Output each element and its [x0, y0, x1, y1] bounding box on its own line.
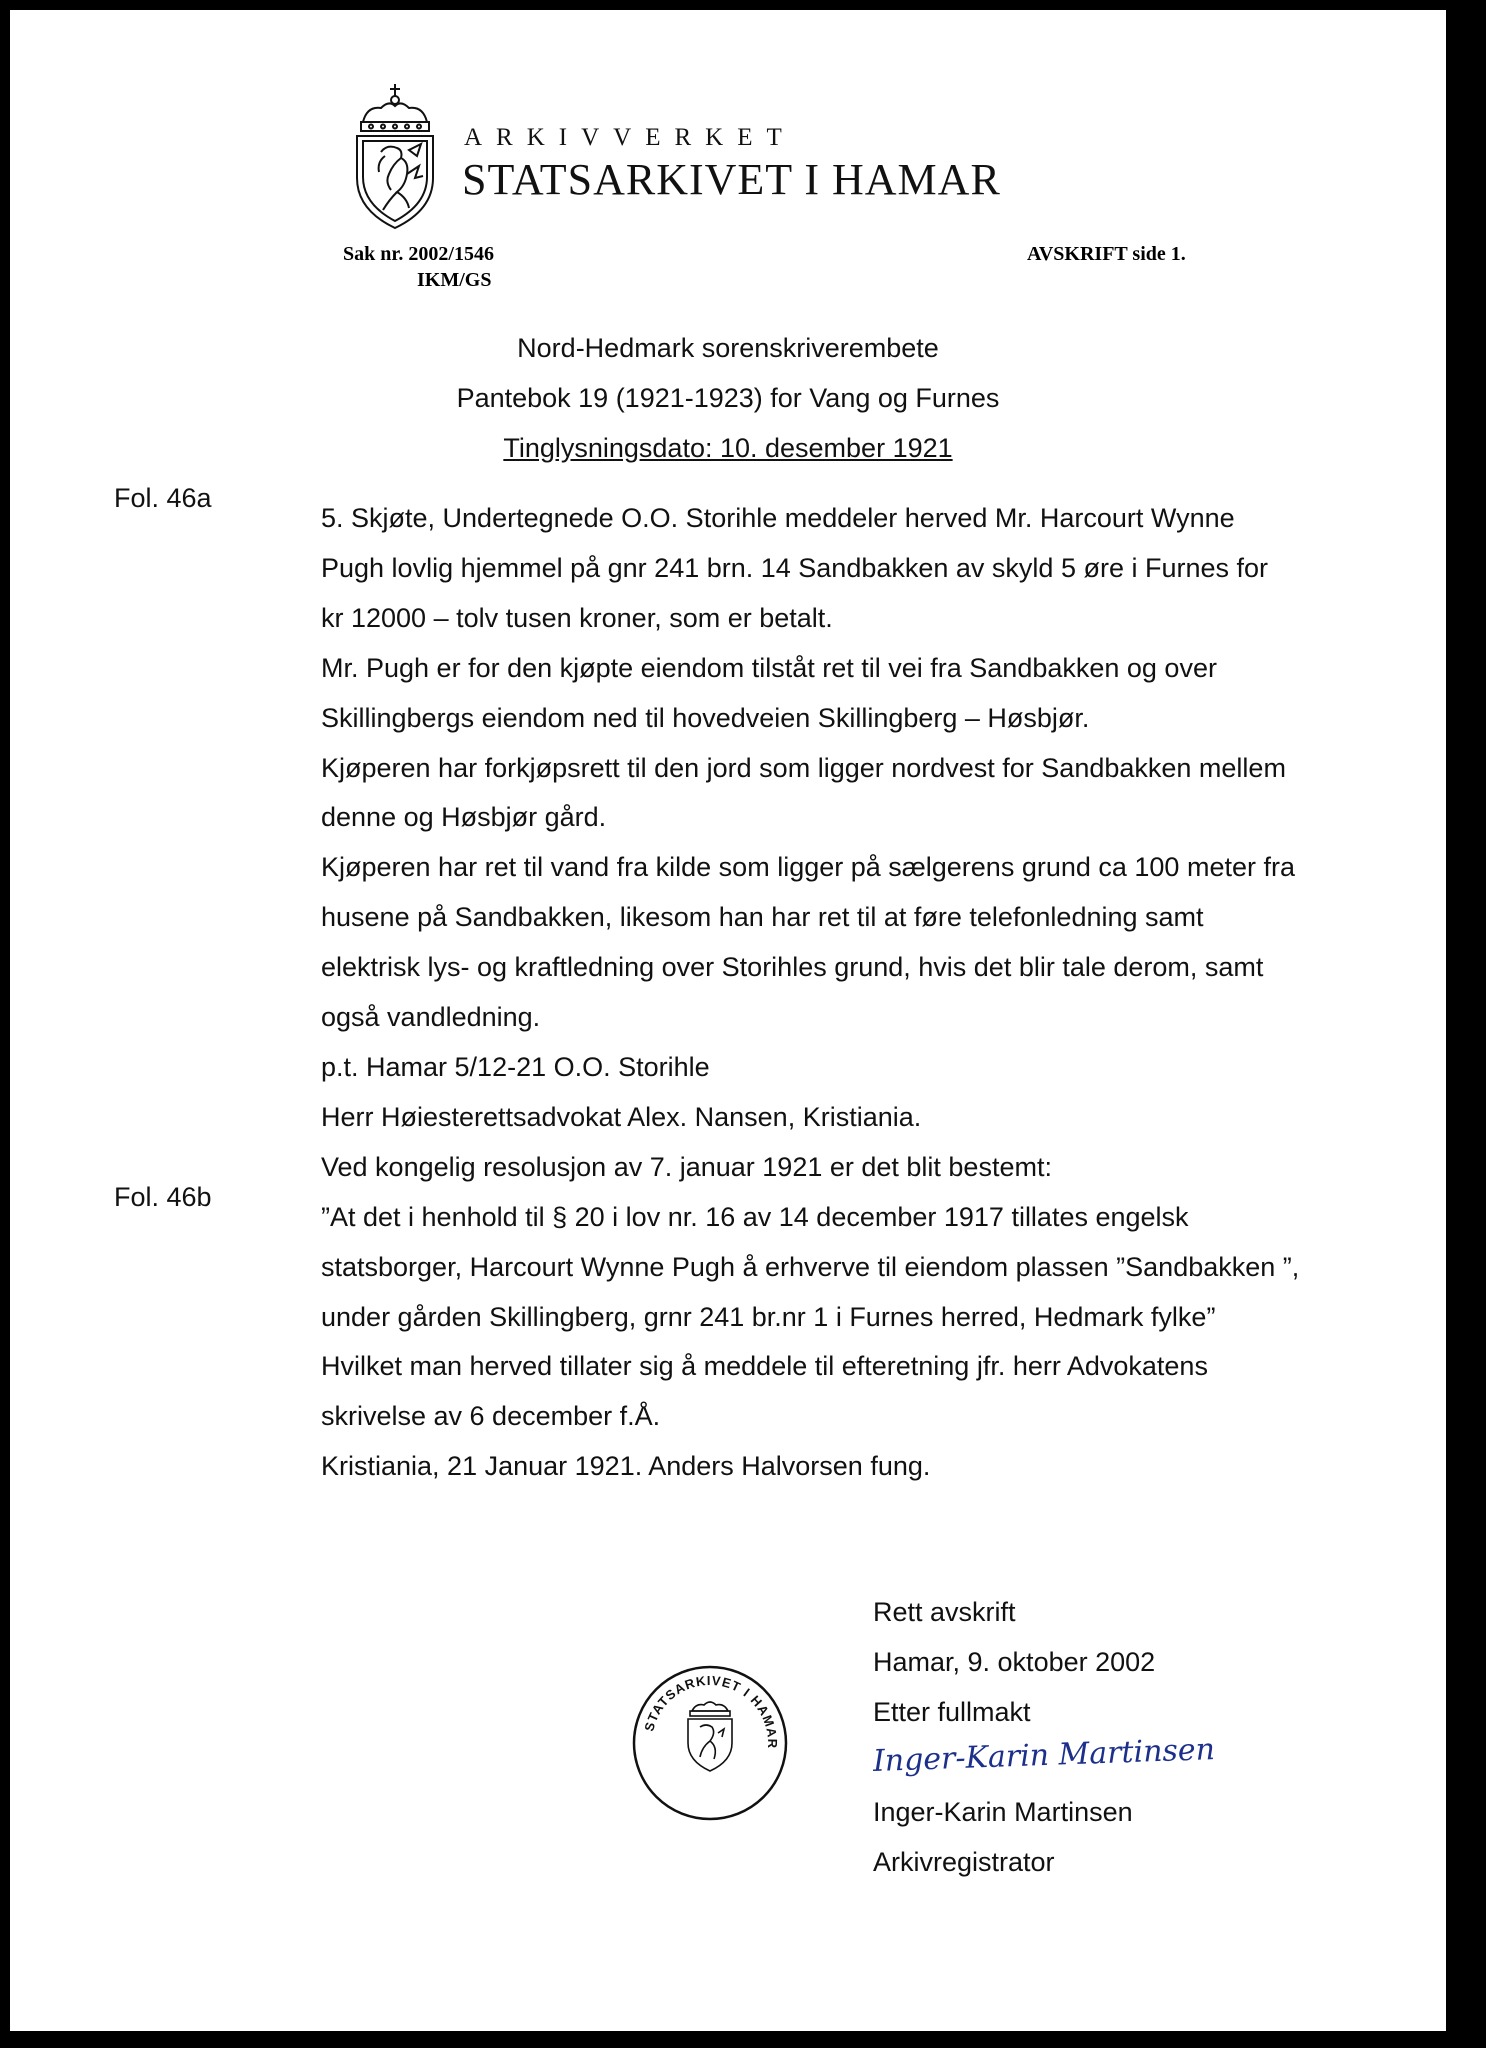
stamp-text: STATSARKIVET I HAMAR: [641, 1672, 781, 1750]
folio-46a-label: Fol. 46a: [114, 483, 212, 513]
court-name: Nord-Hedmark sorenskriverembete: [517, 333, 939, 363]
body-line: elektrisk lys- og kraftledning over Storihles grund, hvis det blir tale derom, samt: [321, 952, 1264, 983]
register-title: Pantebok 19 (1921-1923) for Vang og Furnes: [456, 383, 1000, 413]
body-line: også vandledning.: [321, 1002, 541, 1033]
authority-label: Etter fullmakt: [873, 1697, 1031, 1727]
body-line: 5. Skjøte, Undertegnede O.O. Storihle meddeler herved Mr. Harcourt Wynne: [321, 503, 1235, 533]
signature-block: [873, 1587, 1215, 1887]
coat-of-arms-icon: [347, 82, 443, 232]
registration-date: Tinglysningsdato: 10. desember 1921: [503, 433, 953, 463]
document-body: [321, 494, 1431, 1492]
handwritten-signature: Inger-Karin Martinsen: [872, 1732, 1216, 1779]
org-name-label: STATSARKIVET I HAMAR: [462, 155, 1001, 204]
archive-stamp-icon: [630, 1663, 790, 1823]
case-initials: IKM/GS: [417, 269, 492, 291]
signatory-role: Arkivregistrator: [873, 1847, 1055, 1877]
body-line: Ved kongelig resolusjon av 7. januar 1921 er det blit bestemt:: [321, 1151, 1052, 1182]
org-top-label: ARKIVVERKET: [464, 124, 796, 151]
copy-page-label: AVSKRIFT side 1.: [1027, 243, 1186, 265]
case-number: Sak nr. 2002/1546: [343, 243, 494, 265]
body-line: Herr Høiesterettsadvokat Alex. Nansen, Kristiania.: [321, 1101, 922, 1132]
signature-place-date: Hamar, 9. oktober 2002: [873, 1647, 1156, 1677]
document-page: [10, 10, 1446, 2031]
body-line: statsborger, Harcourt Wynne Pugh å erhverve til eiendom plassen ”Sandbakken ”,: [321, 1251, 1300, 1282]
signatory-name: Inger-Karin Martinsen: [873, 1797, 1133, 1827]
body-line: Skillingbergs eiendom ned til hovedveien Skillingberg – Høsbjør.: [321, 702, 1090, 733]
body-line: denne og Høsbjør gård.: [321, 802, 607, 833]
certified-copy-label: Rett avskrift: [873, 1597, 1016, 1627]
body-line: Hvilket man herved tillater sig å meddele til efteretning jfr. herr Advokatens: [321, 1351, 1208, 1382]
body-line: under gården Skillingberg, grnr 241 br.nr 1 i Furnes herred, Hedmark fylke”: [321, 1301, 1216, 1332]
body-line: p.t. Hamar 5/12-21 O.O. Storihle: [321, 1051, 710, 1082]
body-line: Kjøperen har ret til vand fra kilde som ligger på sælgerens grund ca 100 meter fra: [321, 852, 1295, 883]
body-line: skrivelse av 6 december f.Å.: [321, 1401, 661, 1432]
folio-46b-label: Fol. 46b: [114, 1182, 212, 1212]
body-line: husene på Sandbakken, likesom han har ret til at føre telefonledning samt: [321, 902, 1204, 933]
body-line: Kjøperen har forkjøpsrett til den jord som ligger nordvest for Sandbakken mellem: [321, 752, 1286, 783]
body-line: kr 12000 – tolv tusen kroner, som er betalt.: [321, 602, 833, 633]
body-line: ”At det i henhold til § 20 i lov nr. 16 av 14 december 1917 tillates engelsk: [321, 1201, 1189, 1232]
body-line: Mr. Pugh er for den kjøpte eiendom tilståt ret til vei fra Sandbakken og over: [321, 652, 1217, 683]
body-line: Kristiania, 21 Januar 1921. Anders Halvorsen fung.: [321, 1451, 931, 1482]
body-line: Pugh lovlig hjemmel på gnr 241 brn. 14 Sandbakken av skyld 5 øre i Furnes for: [321, 552, 1269, 583]
